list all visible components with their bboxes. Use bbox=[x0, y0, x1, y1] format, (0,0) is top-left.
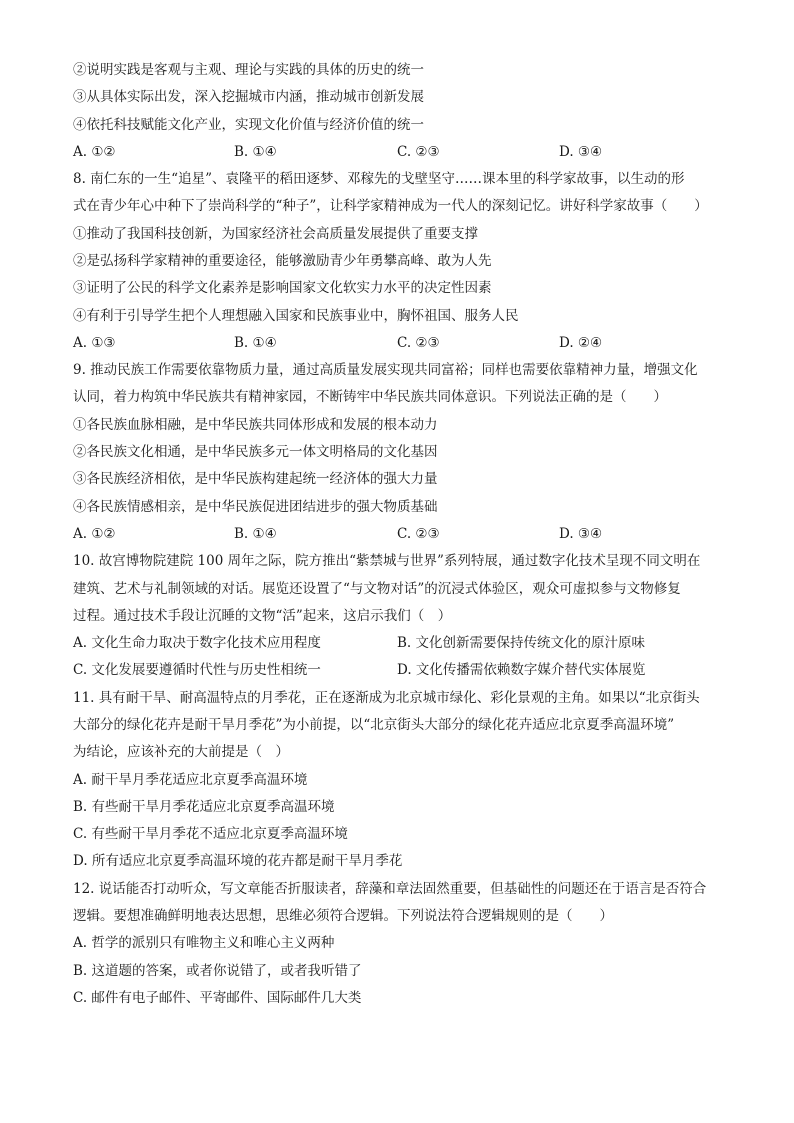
q8-stem-line-1: 8. 南仁东的一生“追星”、袁隆平的稻田逐梦、邓稼先的戈壁坚守……课本里的科学家故事，以生动的形 bbox=[73, 171, 685, 187]
q9-statement-1: ①各民族血脉相融，是中华民族共同体形成和发展的根本动力 bbox=[73, 417, 438, 433]
q8-statement-2: ②是弘扬科学家精神的重要途径，能够激励青少年勇攀高峰、敢为人先 bbox=[73, 253, 492, 269]
q9-statement-3: ③各民族经济相依，是中华民族构建起统一经济体的强大力量 bbox=[73, 471, 438, 487]
q8-statement-1: ①推动了我国科技创新，为国家经济社会高质量发展提供了重要支撑 bbox=[73, 226, 478, 242]
q9-statement-4: ④各民族情感相亲，是中华民族促进团结进步的强大物质基础 bbox=[73, 499, 438, 515]
q7-statement-2: ②说明实践是客观与主观、理论与实践的具体的历史的统一 bbox=[73, 62, 424, 78]
q12-option-a: A. 哲学的派别只有唯物主义和唯心主义两种 bbox=[73, 935, 335, 951]
q12-stem-line-1: 12. 说话能否打动听众，写文章能否折服读者，辞藻和章法固然重要，但基础性的问题还在于语言是否符合 bbox=[73, 881, 707, 897]
q8-statement-4: ④有利于引导学生把个人理想融入国家和民族事业中，胸怀祖国、服务人民 bbox=[73, 308, 519, 324]
q9-option-a: A. ①② bbox=[73, 526, 116, 542]
q7-option-b: B. ①④ bbox=[234, 144, 277, 160]
q7-option-c: C. ②③ bbox=[397, 144, 440, 160]
q8-statement-3: ③证明了公民的科学文化素养是影响国家文化软实力水平的决定性因素 bbox=[73, 280, 492, 296]
q11-option-b: B. 有些耐干旱月季花适应北京夏季高温环境 bbox=[73, 799, 335, 815]
q7-option-a: A. ①② bbox=[73, 144, 116, 160]
q10-option-c: C. 文化发展要遵循时代性与历史性相统一 bbox=[73, 662, 321, 678]
q8-option-a: A. ①③ bbox=[73, 335, 116, 351]
q10-option-a: A. 文化生命力取决于数字化技术应用程度 bbox=[73, 635, 321, 651]
q10-stem-line-2: 建筑、艺术与礼制领域的对话。展览还设置了“与文物对话”的沉浸式体验区，观众可虚拟参与文物修复 bbox=[73, 581, 681, 597]
q9-stem-line-1: 9. 推动民族工作需要依靠物质力量，通过高质量发展实现共同富裕；同样也需要依靠精神力量，增强文化 bbox=[73, 362, 698, 378]
q8-option-d: D. ②④ bbox=[559, 335, 603, 351]
q9-stem-line-2: 认同，着力构筑中华民族共有精神家园，不断铸牢中华民族共同体意识。下列说法正确的是（ ） bbox=[73, 389, 667, 405]
q7-option-d: D. ③④ bbox=[559, 144, 603, 160]
q11-option-a: A. 耐干旱月季花适应北京夏季高温环境 bbox=[73, 772, 308, 788]
q11-stem-line-3: 为结论，应该补充的大前提是（ ） bbox=[73, 744, 289, 760]
q11-option-c: C. 有些耐干旱月季花不适应北京夏季高温环境 bbox=[73, 826, 348, 842]
q10-option-b: B. 文化创新需要保持传统文化的原汁原味 bbox=[397, 635, 646, 651]
q10-option-d: D. 文化传播需依赖数字媒介替代实体展览 bbox=[397, 662, 646, 678]
q9-statement-2: ②各民族文化相通，是中华民族多元一体文明格局的文化基因 bbox=[73, 444, 438, 460]
q8-stem-line-2: 式在青少年心中种下了崇尚科学的“种子”，让科学家精神成为一代人的深刻记忆。讲好科学家故事（ ） bbox=[73, 198, 708, 214]
q11-stem-line-2: 大部分的绿化花卉是耐干旱月季花”为小前提，以“北京街头大部分的绿化花卉适应北京夏季高温环境” bbox=[73, 717, 675, 733]
q11-stem-line-1: 11. 具有耐干旱、耐高温特点的月季花，正在逐渐成为北京城市绿化、彩化景观的主角。如果以“北京街头 bbox=[73, 690, 700, 706]
q12-option-b: B. 这道题的答案，或者你说错了，或者我听错了 bbox=[73, 963, 362, 979]
q10-stem-line-3: 过程。通过技术手段让沉睡的文物“活”起来，这启示我们（ ） bbox=[73, 608, 452, 624]
q7-statement-4: ④依托科技赋能文化产业，实现文化价值与经济价值的统一 bbox=[73, 117, 424, 133]
q12-option-c: C. 邮件有电子邮件、平寄邮件、国际邮件几大类 bbox=[73, 990, 362, 1006]
q9-option-d: D. ③④ bbox=[559, 526, 603, 542]
q9-option-c: C. ②③ bbox=[397, 526, 440, 542]
q11-option-d: D. 所有适应北京夏季高温环境的花卉都是耐干旱月季花 bbox=[73, 853, 403, 869]
q7-statement-3: ③从具体实际出发，深入挖掘城市内涵，推动城市创新发展 bbox=[73, 89, 424, 105]
q8-option-c: C. ②③ bbox=[397, 335, 440, 351]
q8-option-b: B. ①④ bbox=[234, 335, 277, 351]
q9-option-b: B. ①④ bbox=[234, 526, 277, 542]
q12-stem-line-2: 逻辑。要想准确鲜明地表达思想，思维必须符合逻辑。下列说法符合逻辑规则的是（ ） bbox=[73, 908, 613, 924]
q10-stem-line-1: 10. 故宫博物院建院 100 周年之际，院方推出“紫禁城与世界”系列特展，通过数字化技术呈现不同文明在 bbox=[73, 553, 701, 569]
